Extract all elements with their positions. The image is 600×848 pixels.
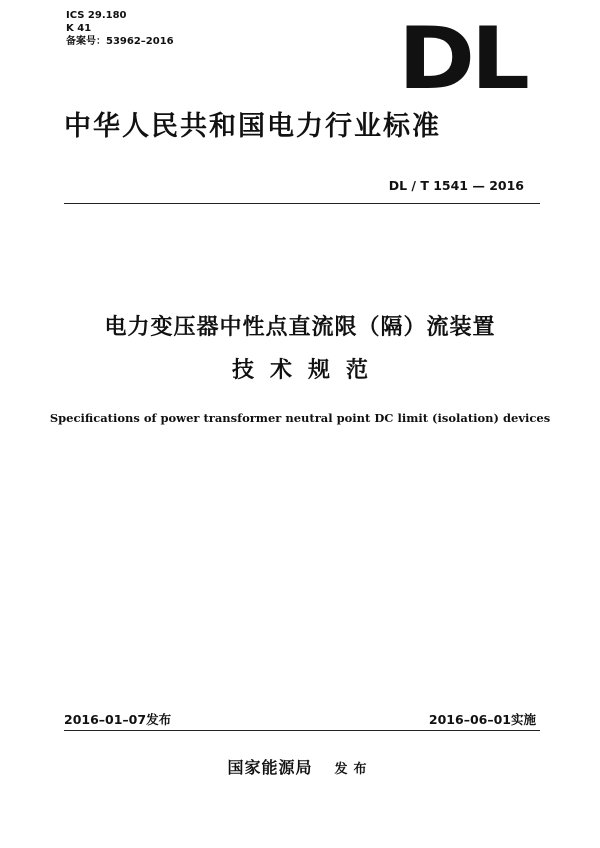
org-title: 中华人民共和国电力行业标准 xyxy=(64,111,441,142)
english-title: Specifications of power transformer neutral point DC limit (isolation) devices xyxy=(49,411,551,425)
chinese-title-line-1: 电力变压器中性点直流限（隔）流装置 xyxy=(104,315,496,340)
issuer-action: 发布 xyxy=(334,762,373,777)
ics-code: ICS 29.180 xyxy=(66,10,127,21)
bottom-divider xyxy=(64,730,540,731)
issuer-line xyxy=(0,755,600,778)
dl-logo: DL xyxy=(398,9,526,109)
record-number: 备案号：53962–2016 xyxy=(66,36,174,47)
issue-date: 2016–01–07发布 xyxy=(64,712,172,727)
ccs-code: K 41 xyxy=(66,23,92,34)
standard-number: DL / T 1541 — 2016 xyxy=(388,178,524,193)
top-divider xyxy=(64,203,540,204)
chinese-title-line-2: 技术规范 xyxy=(231,358,384,383)
issuer-name: 国家能源局 xyxy=(227,758,313,777)
implementation-date: 2016–06–01实施 xyxy=(428,712,536,727)
